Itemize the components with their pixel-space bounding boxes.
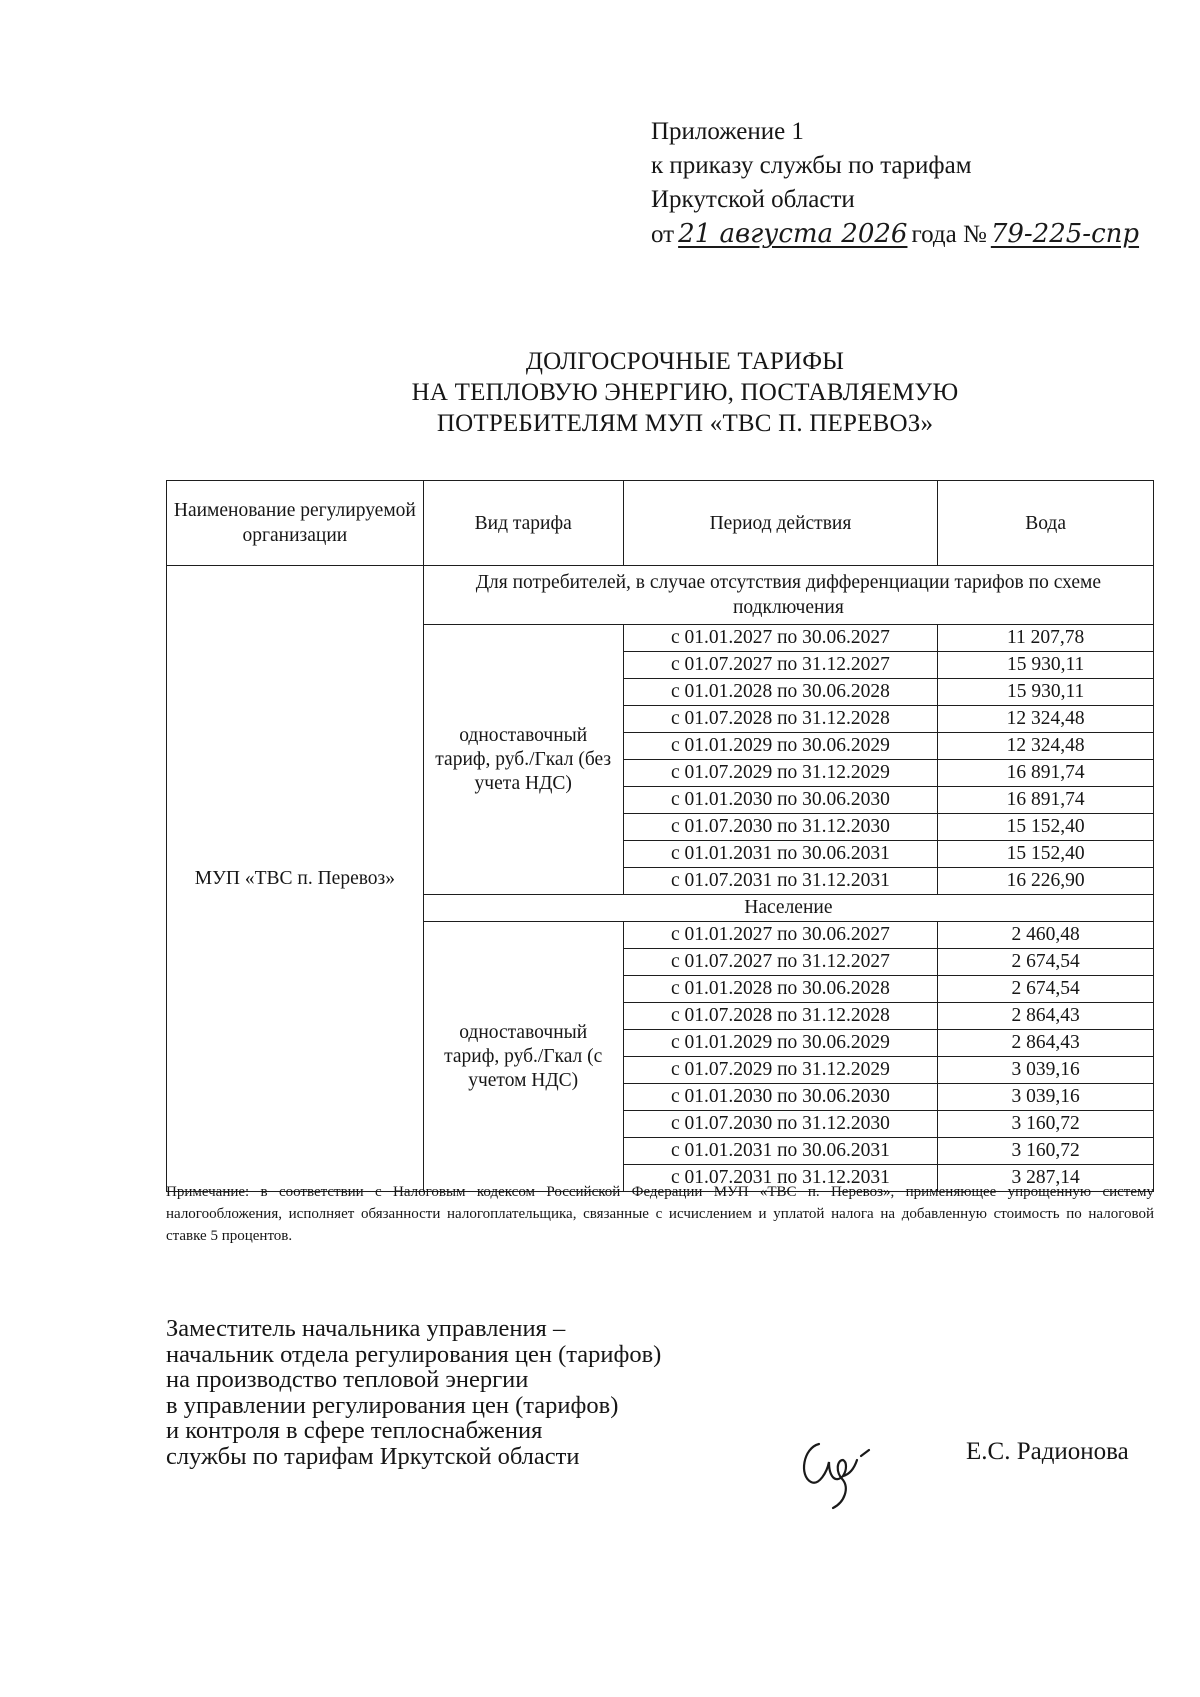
signer-line: и контроля в сфере теплоснабжения <box>166 1417 543 1444</box>
water-value-cell: 11 207,78 <box>938 625 1154 652</box>
signer-line: Заместитель начальника управления – <box>166 1315 566 1342</box>
signer-line: службы по тарифам Иркутской области <box>166 1442 580 1470</box>
water-value-cell: 15 930,11 <box>938 652 1154 679</box>
water-value-cell: 15 152,40 <box>938 814 1154 841</box>
water-value-cell: 3 287,14 <box>938 1165 1154 1192</box>
appendix-header <box>651 115 1143 252</box>
appendix-line-1: Приложение 1 <box>651 118 804 145</box>
appendix-date-line <box>651 217 1143 252</box>
water-value-cell: 2 674,54 <box>938 976 1154 1003</box>
period-cell: с 01.07.2027 по 31.12.2027 <box>623 949 938 976</box>
signer-position <box>166 1316 661 1469</box>
period-cell: с 01.07.2029 по 31.12.2029 <box>623 760 938 787</box>
period-cell: с 01.01.2029 по 30.06.2029 <box>623 733 938 760</box>
signer-line: в управлении регулирования цен (тарифов) <box>166 1391 619 1419</box>
section-caption-row <box>167 566 1154 625</box>
document-title <box>0 346 1200 439</box>
water-value-cell: 12 324,48 <box>938 706 1154 733</box>
period-cell: с 01.07.2029 по 31.12.2029 <box>623 1057 938 1084</box>
water-value-cell: 2 674,54 <box>938 949 1154 976</box>
water-value-cell: 3 160,72 <box>938 1138 1154 1165</box>
title-line-2: НА ТЕПЛОВУЮ ЭНЕРГИЮ, ПОСТАВЛЯЕМУЮ <box>411 379 959 406</box>
header-water: Вода <box>938 481 1154 566</box>
period-cell: с 01.01.2029 по 30.06.2029 <box>623 1030 938 1057</box>
water-value-cell: 3 160,72 <box>938 1111 1154 1138</box>
period-cell: с 01.07.2027 по 31.12.2027 <box>623 652 938 679</box>
signer-line: на производство тепловой энергии <box>166 1366 529 1393</box>
water-value-cell: 2 864,43 <box>938 1030 1154 1057</box>
water-value-cell: 3 039,16 <box>938 1084 1154 1111</box>
water-value-cell: 2 864,43 <box>938 1003 1154 1030</box>
tariff-kind-cell: одноставочный тариф, руб./Гкал (с учетом НДС) <box>423 922 623 1192</box>
date-prefix: от <box>651 221 675 248</box>
period-cell: с 01.07.2031 по 31.12.2031 <box>623 1165 938 1192</box>
water-value-cell: 16 891,74 <box>938 760 1154 787</box>
period-cell: с 01.01.2030 по 30.06.2030 <box>623 787 938 814</box>
tariff-table <box>166 480 1154 1192</box>
organization-cell: МУП «ТВС п. Перевоз» <box>167 566 424 1192</box>
period-cell: с 01.07.2028 по 31.12.2028 <box>623 1003 938 1030</box>
water-value-cell: 15 152,40 <box>938 841 1154 868</box>
water-value-cell: 2 460,48 <box>938 922 1154 949</box>
appendix-line-3: Иркутской области <box>651 186 855 213</box>
footnote: Примечание: в соответствии с Налоговым кодексом Российской Федерации МУП «ТВС п. Перевоз», применяющее упрощенную систему налогообложения, исполняет обязанности налогоплательщика, связанные с исчислением и уплатой налога на добавленную стоимость по налоговой ставке 5 процентов. <box>166 1184 1154 1244</box>
water-value-cell: 15 930,11 <box>938 679 1154 706</box>
header-period: Период действия <box>623 481 938 566</box>
title-line-1: ДОЛГОСРОЧНЫЕ ТАРИФЫ <box>525 348 845 375</box>
handwritten-order-number: 79-225-спр <box>990 219 1140 249</box>
water-value-cell: 16 891,74 <box>938 787 1154 814</box>
appendix-line-2: к приказу службы по тарифам <box>651 152 972 179</box>
header-tariff-kind: Вид тарифа <box>423 481 623 566</box>
period-cell: с 01.07.2031 по 31.12.2031 <box>623 868 938 895</box>
period-cell: с 01.07.2030 по 31.12.2030 <box>623 814 938 841</box>
period-cell: с 01.01.2030 по 30.06.2030 <box>623 1084 938 1111</box>
signer-line: начальник отдела регулирования цен (тарифов) <box>166 1340 662 1368</box>
period-cell: с 01.01.2027 по 30.06.2027 <box>623 625 938 652</box>
period-cell: с 01.01.2031 по 30.06.2031 <box>623 1138 938 1165</box>
table-header-row <box>167 481 1154 566</box>
period-cell: с 01.01.2031 по 30.06.2031 <box>623 841 938 868</box>
table-body <box>167 566 1154 1192</box>
header-org: Наименование регулируемой организации <box>167 481 424 566</box>
section-caption: Население <box>423 895 1153 922</box>
period-cell: с 01.01.2027 по 30.06.2027 <box>623 922 938 949</box>
period-cell: с 01.07.2028 по 31.12.2028 <box>623 706 938 733</box>
water-value-cell: 16 226,90 <box>938 868 1154 895</box>
handwritten-signature <box>797 1436 875 1517</box>
period-cell: с 01.01.2028 по 30.06.2028 <box>623 679 938 706</box>
water-value-cell: 3 039,16 <box>938 1057 1154 1084</box>
water-value-cell: 12 324,48 <box>938 733 1154 760</box>
signer-name: Е.С. Радионова <box>966 1438 1129 1465</box>
title-line-3: ПОТРЕБИТЕЛЯМ МУП «ТВС П. ПЕРЕВОЗ» <box>436 410 934 437</box>
period-cell: с 01.01.2028 по 30.06.2028 <box>623 976 938 1003</box>
period-cell: с 01.07.2030 по 31.12.2030 <box>623 1111 938 1138</box>
year-word: года № <box>911 221 987 248</box>
handwritten-date: 21 августа 2026 <box>678 219 908 249</box>
tariff-kind-cell: одноставочный тариф, руб./Гкал (без учета НДС) <box>423 625 623 895</box>
section-caption: Для потребителей, в случае отсутствия дифференциации тарифов по схеме подключения <box>423 566 1153 625</box>
